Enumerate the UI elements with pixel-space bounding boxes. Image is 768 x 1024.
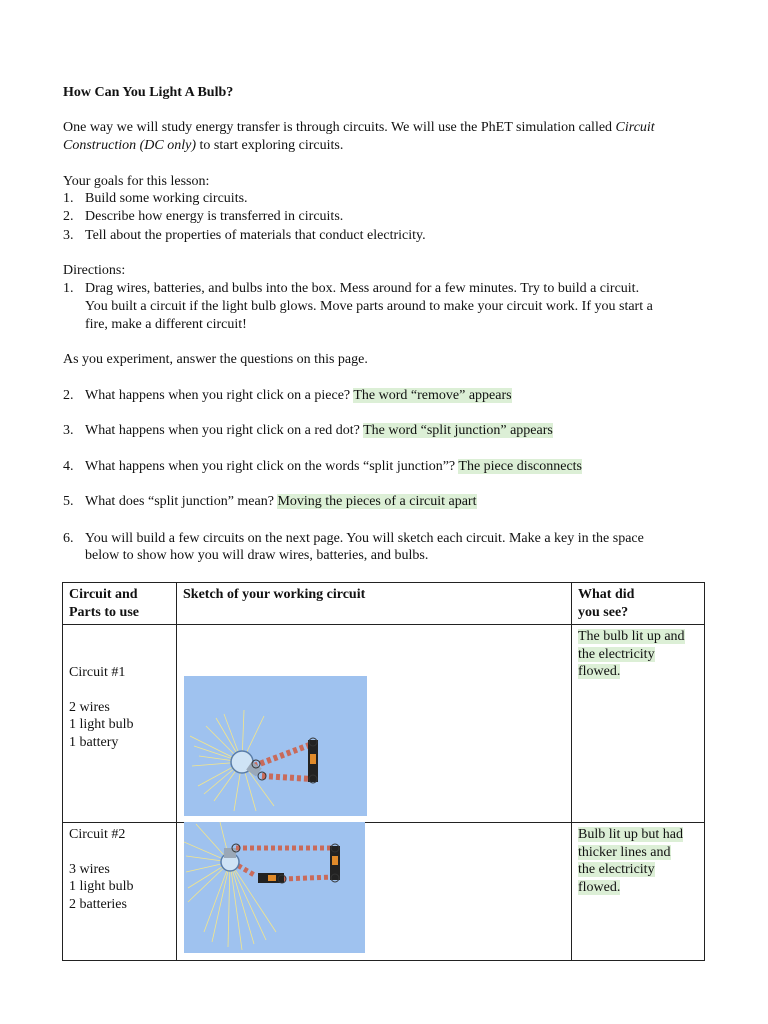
- goal-number: 2.: [63, 209, 74, 224]
- goals-heading: Your goals for this lesson:: [63, 174, 210, 189]
- intro-text-end: to start exploring circuits.: [196, 138, 344, 153]
- intro-line-2: [63, 137, 343, 155]
- question-number: 2.: [63, 388, 74, 403]
- table-row: [63, 823, 705, 961]
- table-row: [63, 625, 705, 823]
- goal-item: [63, 208, 343, 226]
- header-observation: [572, 583, 705, 625]
- question-item: [63, 530, 644, 548]
- circuit-part: 1 light bulb: [69, 717, 134, 732]
- circuit-table: [62, 582, 705, 961]
- direction-text: fire, make a different circuit!: [85, 317, 247, 332]
- question-item: [63, 458, 582, 476]
- table-header-row: [63, 583, 705, 625]
- header-text: you see?: [578, 604, 629, 620]
- header-sketch: Sketch of your working circuit: [177, 583, 572, 625]
- question-number: 4.: [63, 459, 74, 474]
- answer-text: The piece disconnects: [458, 459, 583, 474]
- intro-line-1: [63, 119, 655, 137]
- header-text: What did: [578, 587, 635, 602]
- circuit-name: Circuit #2: [69, 827, 126, 842]
- question-item: [63, 493, 477, 511]
- question-text: What does “split junction” mean?: [85, 494, 278, 509]
- goal-number: 3.: [63, 228, 74, 243]
- question-item: [63, 387, 512, 405]
- question-item: [63, 422, 553, 440]
- goal-text: Build some working circuits.: [85, 191, 248, 206]
- circuit-2-sketch-image: [184, 822, 365, 953]
- goal-item: [63, 190, 248, 208]
- goal-number: 1.: [63, 191, 74, 206]
- observation-cell: [572, 823, 705, 961]
- direction-number: 1.: [63, 281, 74, 296]
- question-text: below to show how you will draw wires, batteries, and bulbs.: [85, 548, 429, 563]
- header-text: Parts to use: [69, 604, 139, 620]
- direction-item: [63, 280, 639, 298]
- observation-text: flowed.: [578, 879, 621, 895]
- experiment-note: As you experiment, answer the questions on this page.: [63, 352, 368, 367]
- answer-text: The word “split junction” appears: [363, 423, 553, 438]
- circuit-name: Circuit #1: [69, 665, 126, 680]
- question-text: What happens when you right click on the words “split junction”?: [85, 459, 459, 474]
- question-text: What happens when you right click on a red dot?: [85, 423, 364, 438]
- observation-text: the electricity: [578, 862, 655, 877]
- goal-text: Describe how energy is transferred in circuits.: [85, 209, 344, 224]
- wire-icon: [254, 744, 312, 779]
- light-bulb-icon: [221, 848, 239, 871]
- bulb-glow-rays-icon: [184, 822, 276, 950]
- observation-text: Bulb lit up but had: [578, 827, 683, 842]
- goal-item: [63, 227, 426, 245]
- observation-text: flowed.: [578, 664, 621, 679]
- circuit-part: 3 wires: [69, 861, 110, 877]
- circuit-parts-cell: [63, 625, 177, 823]
- intro-sim-name-part2: Construction (DC only): [63, 138, 196, 153]
- header-text: Circuit and: [69, 587, 138, 602]
- observation-text: The bulb lit up and: [578, 629, 685, 644]
- direction-text: Drag wires, batteries, and bulbs into the box. Mess around for a few minutes. Try to build a circuit.: [85, 281, 640, 296]
- circuit-part: 2 wires: [69, 699, 110, 715]
- page-title: How Can You Light A Bulb?: [63, 85, 234, 100]
- intro-text: One way we will study energy transfer is through circuits. We will use the PhET simulation called: [63, 120, 616, 135]
- answer-text: Moving the pieces of a circuit apart: [277, 494, 477, 509]
- circuit-part: 1 light bulb: [69, 879, 134, 894]
- observation-text: thicker lines and: [578, 844, 671, 860]
- intro-sim-name-part1: Circuit: [615, 120, 655, 135]
- directions-heading: Directions:: [63, 263, 126, 278]
- direction-text: You built a circuit if the light bulb glows. Move parts around to make your circuit work. If you start a: [85, 299, 653, 314]
- circuit-1-sketch-image: [184, 676, 367, 816]
- question-text: You will build a few circuits on the next page. You will sketch each circuit. Make a key in the space: [85, 531, 644, 546]
- answer-text: The word “remove” appears: [353, 388, 512, 403]
- question-text: What happens when you right click on a piece?: [85, 388, 354, 403]
- circuit-parts-cell: [63, 823, 177, 961]
- circuit-part: 2 batteries: [69, 896, 127, 912]
- question-number: 3.: [63, 423, 74, 438]
- header-circuit-parts: [63, 583, 177, 625]
- circuit-part: 1 battery: [69, 734, 119, 750]
- question-number: 5.: [63, 494, 74, 509]
- observation-text: the electricity: [578, 646, 655, 662]
- goal-text: Tell about the properties of materials that conduct electricity.: [85, 228, 426, 243]
- observation-cell: [572, 625, 705, 823]
- question-number: 6.: [63, 531, 74, 546]
